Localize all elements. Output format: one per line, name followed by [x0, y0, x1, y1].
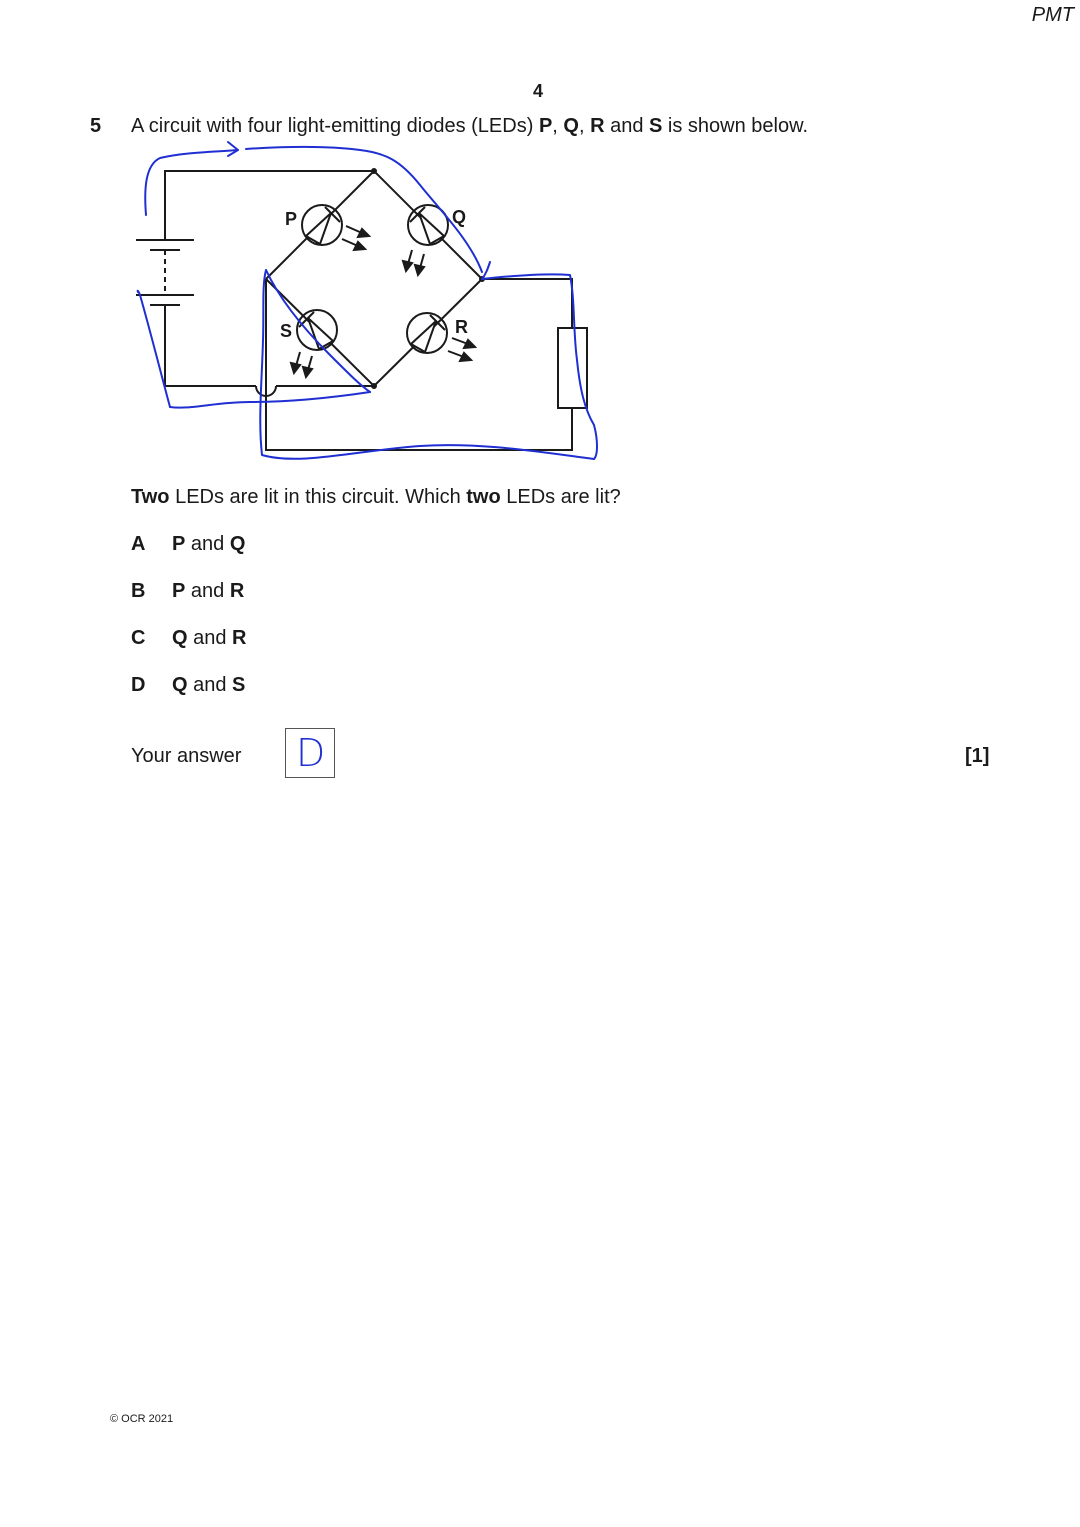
circuit-diagram [125, 135, 605, 465]
question-prompt: Two LEDs are lit in this circuit. Which two LEDs are lit? [131, 486, 621, 508]
pen-annotation-path [138, 142, 597, 459]
option-b: B P and R [131, 580, 245, 602]
option-d: D Q and S [131, 674, 246, 696]
led-label-q: Q [452, 207, 467, 227]
footer-copyright: © OCR 2021 [110, 1413, 174, 1425]
marks-label: [1] [965, 745, 990, 767]
option-c: C Q and R [131, 627, 247, 649]
page-number: 4 [533, 81, 544, 101]
led-label-p: P [285, 209, 298, 229]
answer-box[interactable] [285, 728, 335, 778]
question-intro: A circuit with four light-emitting diodes (LEDs) P, Q, R and S is shown below. [131, 115, 809, 137]
question-number: 5 [90, 115, 102, 137]
option-a: A P and Q [131, 533, 246, 555]
watermark: PMT [1031, 4, 1074, 26]
handwritten-answer: D [296, 731, 326, 775]
led-label-r: R [455, 317, 468, 337]
answer-label: Your answer [131, 745, 242, 767]
led-label-s: S [280, 321, 293, 341]
